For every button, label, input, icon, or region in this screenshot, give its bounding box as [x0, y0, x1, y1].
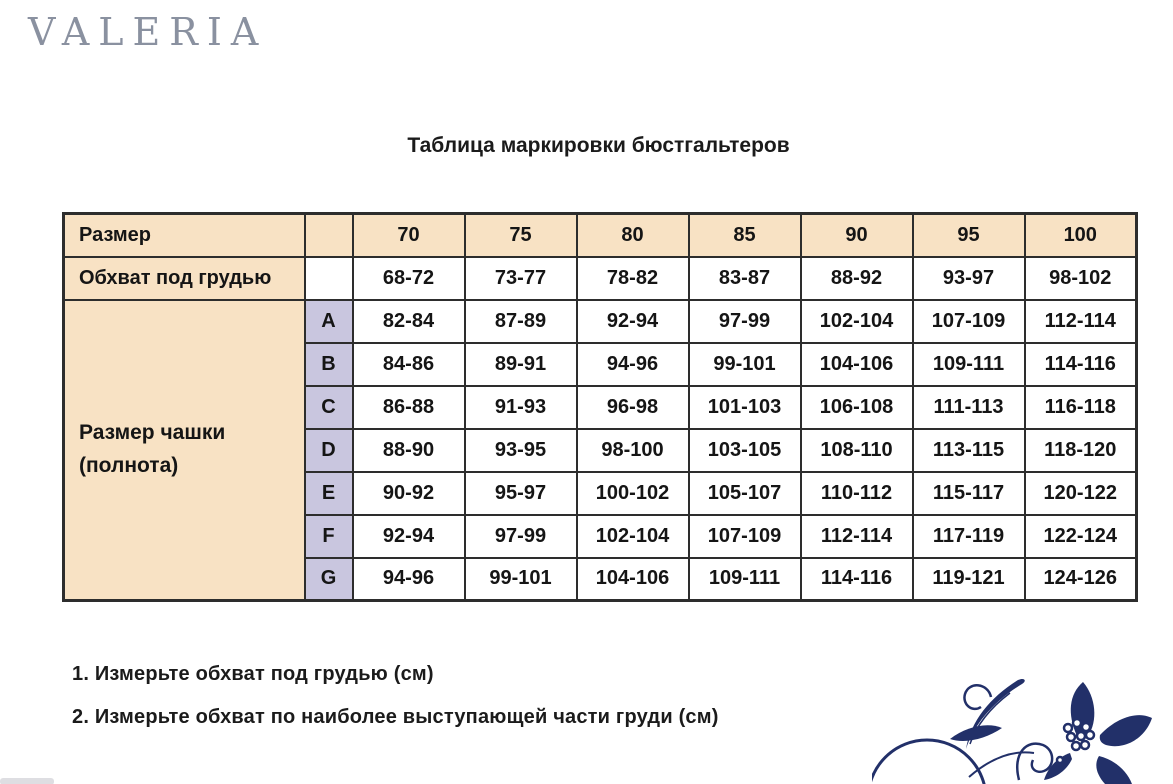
cup-range-cell: 89-91 — [465, 343, 577, 386]
cup-range-cell: 92-94 — [353, 515, 465, 558]
cup-range-cell: 84-86 — [353, 343, 465, 386]
cup-range-cell: 109-111 — [689, 558, 801, 601]
cup-range-cell: 92-94 — [577, 300, 689, 343]
underbust-range-cell: 73-77 — [465, 257, 577, 300]
band-size-header-row — [64, 214, 1137, 257]
cup-range-cell: 109-111 — [913, 343, 1025, 386]
cup-letter-cell: A — [305, 300, 353, 343]
cup-range-cell: 112-114 — [1025, 300, 1137, 343]
cup-range-cell: 96-98 — [577, 386, 689, 429]
underbust-row-label: Обхват под грудью — [64, 257, 305, 300]
cup-range-cell: 104-106 — [577, 558, 689, 601]
cup-range-cell: 99-101 — [689, 343, 801, 386]
cup-range-cell: 120-122 — [1025, 472, 1137, 515]
band-size-header: 70 — [353, 214, 465, 257]
cup-range-cell: 116-118 — [1025, 386, 1137, 429]
cup-range-cell: 93-95 — [465, 429, 577, 472]
band-size-header: 75 — [465, 214, 577, 257]
cup-range-cell: 115-117 — [913, 472, 1025, 515]
cup-letter-cell: G — [305, 558, 353, 601]
page-title: Таблица маркировки бюстгальтеров — [407, 134, 790, 157]
cup-range-cell: 90-92 — [353, 472, 465, 515]
corner-cell — [305, 257, 353, 300]
cup-range-cell: 100-102 — [577, 472, 689, 515]
cup-range-cell: 102-104 — [801, 300, 913, 343]
cup-range-cell: 104-106 — [801, 343, 913, 386]
brand-logo: VALERIA — [28, 10, 268, 54]
cup-letter-cell: E — [305, 472, 353, 515]
cup-range-cell: 99-101 — [465, 558, 577, 601]
cup-range-cell: 114-116 — [801, 558, 913, 601]
band-size-header: 100 — [1025, 214, 1137, 257]
cup-range-cell: 97-99 — [465, 515, 577, 558]
cup-range-cell: 88-90 — [353, 429, 465, 472]
cup-range-cell: 97-99 — [689, 300, 801, 343]
underbust-range-cell: 83-87 — [689, 257, 801, 300]
cutoff-text-fragment — [0, 778, 54, 784]
instruction-step-1: 1. Измерьте обхват под грудью (см) — [72, 663, 434, 685]
cup-range-cell: 98-100 — [577, 429, 689, 472]
underbust-range-cell: 78-82 — [577, 257, 689, 300]
cup-range-cell: 94-96 — [353, 558, 465, 601]
cup-range-cell: 87-89 — [465, 300, 577, 343]
cup-range-cell: 107-109 — [689, 515, 801, 558]
cup-size-label: Размер чашки (полнота) — [64, 300, 305, 601]
cup-letter-cell: D — [305, 429, 353, 472]
cup-range-cell: 113-115 — [913, 429, 1025, 472]
cup-range-cell: 110-112 — [801, 472, 913, 515]
instruction-step-2: 2. Измерьте обхват по наиболее выступающей части груди (см) — [72, 706, 719, 728]
cup-range-cell: 124-126 — [1025, 558, 1137, 601]
cup-range-cell: 114-116 — [1025, 343, 1137, 386]
size-table-body — [64, 214, 1137, 601]
band-size-header: 80 — [577, 214, 689, 257]
cup-row — [64, 300, 1137, 343]
cup-range-cell: 118-120 — [1025, 429, 1137, 472]
cup-range-cell: 105-107 — [689, 472, 801, 515]
cup-range-cell: 101-103 — [689, 386, 801, 429]
cup-range-cell: 102-104 — [577, 515, 689, 558]
band-size-header: 90 — [801, 214, 913, 257]
underbust-range-cell: 88-92 — [801, 257, 913, 300]
cup-letter-cell: F — [305, 515, 353, 558]
cup-range-cell: 94-96 — [577, 343, 689, 386]
cup-range-cell: 91-93 — [465, 386, 577, 429]
cup-range-cell: 95-97 — [465, 472, 577, 515]
cup-letter-cell: B — [305, 343, 353, 386]
cup-range-cell: 106-108 — [801, 386, 913, 429]
cup-range-cell: 107-109 — [913, 300, 1025, 343]
cup-range-cell: 112-114 — [801, 515, 913, 558]
floral-ornament-icon — [872, 656, 1173, 784]
cup-letter-cell: C — [305, 386, 353, 429]
cup-range-cell: 111-113 — [913, 386, 1025, 429]
cup-range-cell: 103-105 — [689, 429, 801, 472]
underbust-range-cell: 68-72 — [353, 257, 465, 300]
cup-range-cell: 86-88 — [353, 386, 465, 429]
size-row-label: Размер — [64, 214, 305, 257]
corner-cell — [305, 214, 353, 257]
underbust-row — [64, 257, 1137, 300]
underbust-range-cell: 93-97 — [913, 257, 1025, 300]
bra-size-table — [62, 212, 1138, 602]
cup-range-cell: 119-121 — [913, 558, 1025, 601]
cup-range-cell: 122-124 — [1025, 515, 1137, 558]
cup-range-cell: 117-119 — [913, 515, 1025, 558]
underbust-range-cell: 98-102 — [1025, 257, 1137, 300]
cup-range-cell: 82-84 — [353, 300, 465, 343]
band-size-header: 85 — [689, 214, 801, 257]
cup-range-cell: 108-110 — [801, 429, 913, 472]
band-size-header: 95 — [913, 214, 1025, 257]
measurement-instructions — [72, 663, 719, 749]
